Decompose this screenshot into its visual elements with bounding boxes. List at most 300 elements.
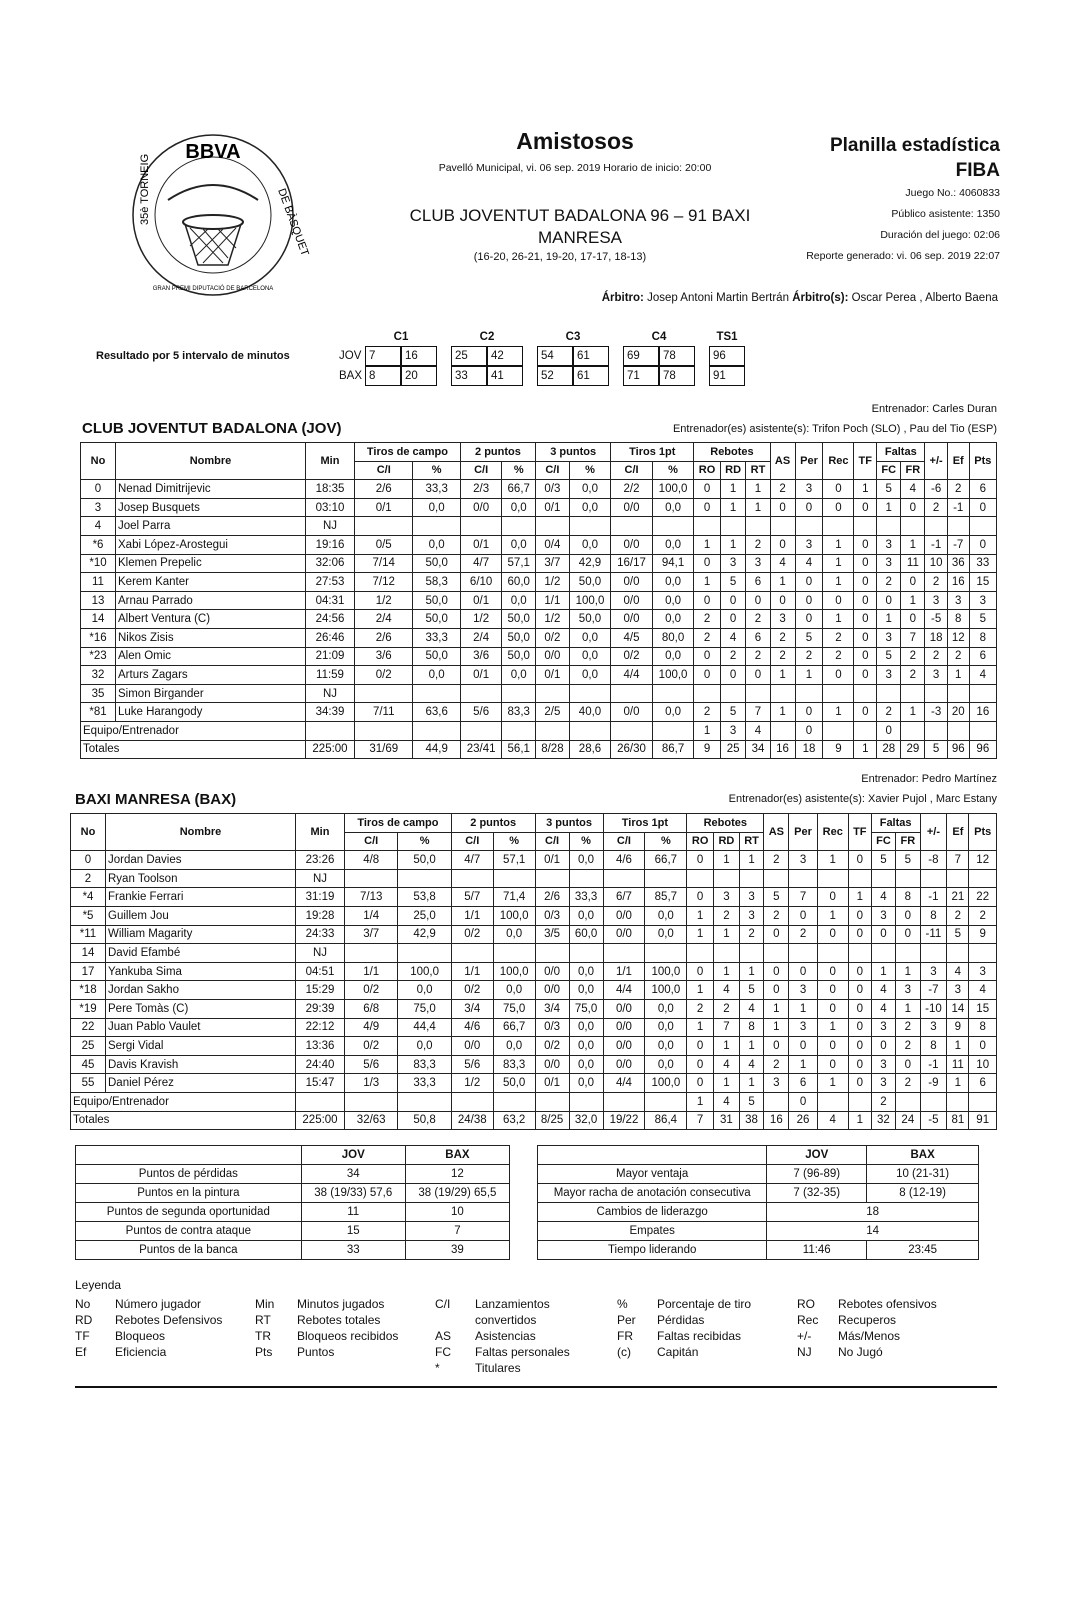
empty-cell xyxy=(502,721,536,740)
stat-per: 7 xyxy=(789,888,817,907)
stat-p2-pct: 0,0 xyxy=(493,1037,535,1056)
legend-key: FC xyxy=(435,1345,451,1359)
player-number: 17 xyxy=(71,962,106,981)
legend-key: Min xyxy=(255,1297,275,1311)
stat-fc xyxy=(877,684,901,703)
stat-ro: 1 xyxy=(687,981,714,1000)
total-fc: 28 xyxy=(877,740,901,759)
stat-rec: 1 xyxy=(817,906,848,925)
stat-tf xyxy=(848,944,871,963)
stat-fc: 5 xyxy=(871,851,895,870)
totals-row xyxy=(81,740,997,759)
stat-per xyxy=(795,517,823,536)
flow-summary-label: Empates xyxy=(538,1222,767,1241)
stat-rt: 8 xyxy=(739,1018,763,1037)
stat-plus-minus: -11 xyxy=(920,925,947,944)
stat-ro: 2 xyxy=(687,999,714,1018)
stat-pts: 5 xyxy=(969,610,996,629)
team-points-summary xyxy=(75,1145,510,1260)
stat-ro: 2 xyxy=(694,610,720,629)
stat-rec: 2 xyxy=(823,628,854,647)
stat-per: 3 xyxy=(795,480,823,499)
empty-cell xyxy=(901,721,925,740)
player-number: *16 xyxy=(81,628,116,647)
stat-rt: 6 xyxy=(746,573,770,592)
player-minutes: 04:31 xyxy=(306,591,355,610)
stat-fg-pct: 100,0 xyxy=(398,962,451,981)
stat-fr: 8 xyxy=(896,888,920,907)
col-no: No xyxy=(81,443,116,480)
stat-ef: 1 xyxy=(947,1074,969,1093)
stat-rd xyxy=(713,944,739,963)
stat-fr xyxy=(901,684,925,703)
stat-plus-minus xyxy=(920,869,947,888)
tournament-logo xyxy=(128,130,311,300)
stat-ft-made: 1/1 xyxy=(603,962,645,981)
player-number: 11 xyxy=(81,573,116,592)
total-fg-pct: 44,9 xyxy=(413,740,460,759)
stat-ft-made: 0/0 xyxy=(611,535,653,554)
header-row xyxy=(81,443,997,462)
stat-tf: 0 xyxy=(848,851,871,870)
stat-ef: 7 xyxy=(947,851,969,870)
stat-ft-pct: 85,7 xyxy=(645,888,687,907)
total-ro: 9 xyxy=(694,740,720,759)
stat-rec: 1 xyxy=(817,851,848,870)
stat-p3-made: 0/0 xyxy=(535,962,569,981)
legend-key: RD xyxy=(75,1313,93,1327)
player-number: *5 xyxy=(71,906,106,925)
stat-p2-pct: 66,7 xyxy=(493,1018,535,1037)
col-pct: % xyxy=(645,832,687,851)
stat-pts: 2 xyxy=(969,906,997,925)
legend-value: convertidos xyxy=(475,1313,537,1327)
stat-p2-made: 2/4 xyxy=(460,628,502,647)
stat-fg-pct: 33,3 xyxy=(413,480,460,499)
stat-ft-made: 0/0 xyxy=(611,591,653,610)
player-minutes: NJ xyxy=(296,869,345,888)
col-pct: % xyxy=(398,832,451,851)
col-fr: FR xyxy=(896,832,920,851)
stat-p2-made xyxy=(451,944,493,963)
referee-label: Árbitro: xyxy=(601,292,644,304)
legend-value: Más/Menos xyxy=(838,1329,901,1343)
player-number: 55 xyxy=(71,1074,106,1093)
stat-p2-pct: 83,3 xyxy=(502,703,536,722)
stat-ft-pct: 0,0 xyxy=(652,647,694,666)
stat-plus-minus: 2 xyxy=(925,647,947,666)
stat-per: 0 xyxy=(795,573,823,592)
stat-fg-pct: 63,6 xyxy=(413,703,460,722)
team2-assistant-coaches: Entrenador(es) asistente(s): Xavier Pujol , Marc Estany xyxy=(728,793,997,805)
player-minutes: 29:39 xyxy=(296,999,345,1018)
player-number: 13 xyxy=(81,591,116,610)
stat-rd: 2 xyxy=(713,999,739,1018)
stat-ro: 1 xyxy=(687,1092,714,1111)
legend-title: Leyenda xyxy=(75,1278,122,1292)
stat-ft-pct: 0,0 xyxy=(652,703,694,722)
stat-p3-pct: 0,0 xyxy=(569,498,611,517)
col-fouls: Faltas xyxy=(877,443,925,462)
stat-rd: 0 xyxy=(720,591,746,610)
total-fc: 32 xyxy=(871,1111,895,1130)
col-3pt: 3 puntos xyxy=(536,443,611,462)
stat-fg-made: 7/13 xyxy=(345,888,398,907)
col-rt: RT xyxy=(739,832,763,851)
stat-plus-minus: -9 xyxy=(920,1074,947,1093)
flow-summary-value-bax: 8 (12-19) xyxy=(867,1184,979,1203)
player-number: *18 xyxy=(71,981,106,1000)
totals-label: Totales xyxy=(71,1111,296,1130)
player-minutes: 18:35 xyxy=(306,480,355,499)
stat-rd: 0 xyxy=(720,666,746,685)
stat-pts: 6 xyxy=(969,647,996,666)
stat-rd: 5 xyxy=(720,703,746,722)
col-pct: % xyxy=(502,461,536,480)
stat-fc xyxy=(871,869,895,888)
stat-ft-pct: 100,0 xyxy=(645,962,687,981)
player-minutes: 15:29 xyxy=(296,981,345,1000)
stat-fc: 0 xyxy=(871,1037,895,1056)
stat-ft-pct: 100,0 xyxy=(652,480,694,499)
stat-ro: 2 xyxy=(694,703,720,722)
stat-p3-made: 0/1 xyxy=(536,498,570,517)
total-p2-pct: 56,1 xyxy=(502,740,536,759)
stat-fg-made xyxy=(355,684,413,703)
stat-fg-pct: 50,0 xyxy=(413,610,460,629)
stat-ft-pct: 80,0 xyxy=(652,628,694,647)
col-rec: Rec xyxy=(823,443,854,480)
points-summary-value-jov: 38 (19/33) 57,6 xyxy=(301,1184,405,1203)
stat-rec: 1 xyxy=(823,554,854,573)
stat-tf: 0 xyxy=(854,535,877,554)
total-rt: 38 xyxy=(739,1111,763,1130)
stat-rt xyxy=(739,869,763,888)
stat-rt: 2 xyxy=(746,647,770,666)
col-pts: Pts xyxy=(969,443,996,480)
col-fc: FC xyxy=(877,461,901,480)
col-no: No xyxy=(71,814,106,851)
total-fg-made: 31/69 xyxy=(355,740,413,759)
stat-p3-pct xyxy=(569,869,603,888)
player-number: *11 xyxy=(71,925,106,944)
stat-ro: 0 xyxy=(687,851,714,870)
stat-fg-pct: 33,3 xyxy=(398,1074,451,1093)
legend-value: Minutos jugados xyxy=(297,1297,385,1311)
stat-ft-pct xyxy=(652,517,694,536)
stat-as: 2 xyxy=(764,906,789,925)
stat-rec: 0 xyxy=(817,1037,848,1056)
stat-fc: 2 xyxy=(877,703,901,722)
sheet-title: Planilla estadística xyxy=(829,135,1000,156)
stat-ro: 0 xyxy=(694,554,720,573)
player-row xyxy=(81,628,997,647)
player-name: Arturs Zagars xyxy=(116,666,306,685)
stat-rt: 1 xyxy=(739,962,763,981)
interval-cell: 71 xyxy=(623,366,659,386)
empty-cell xyxy=(969,1092,997,1111)
stat-p3-made xyxy=(535,944,569,963)
stat-ef: 2 xyxy=(947,647,969,666)
legend-value: Lanzamientos xyxy=(475,1297,550,1311)
stat-fr: 0 xyxy=(896,906,920,925)
stat-ft-made: 0/0 xyxy=(611,610,653,629)
flow-summary-row xyxy=(538,1165,979,1184)
interval-cell: 78 xyxy=(659,366,695,386)
col-fg: Tiros de campo xyxy=(355,443,461,462)
stat-p3-pct: 0,0 xyxy=(569,480,611,499)
player-minutes: NJ xyxy=(306,684,355,703)
legend-key: NJ xyxy=(797,1345,812,1359)
total-ef: 81 xyxy=(947,1111,969,1130)
stat-as xyxy=(764,944,789,963)
stat-fc: 1 xyxy=(877,610,901,629)
stat-fg-made xyxy=(345,944,398,963)
stat-rd: 1 xyxy=(713,925,739,944)
stat-fr: 0 xyxy=(896,925,920,944)
stat-tf: 0 xyxy=(854,610,877,629)
empty-cell xyxy=(770,721,795,740)
stat-ro: 1 xyxy=(687,1018,714,1037)
stat-ef: 3 xyxy=(947,591,969,610)
totals-row xyxy=(71,1111,997,1130)
stat-ft-made: 4/4 xyxy=(611,666,653,685)
svg-text:GRAN PREMI DIPUTACIÓ DE BARCEL: GRAN PREMI DIPUTACIÓ DE BARCELONA xyxy=(152,286,274,292)
total-as: 16 xyxy=(770,740,795,759)
stat-rd: 2 xyxy=(713,906,739,925)
col-pts: Pts xyxy=(969,814,997,851)
stat-fr xyxy=(901,517,925,536)
legend-key: TR xyxy=(255,1329,271,1343)
total-ft-made: 26/30 xyxy=(611,740,653,759)
stat-tf: 0 xyxy=(848,999,871,1018)
stat-ft-pct: 0,0 xyxy=(645,999,687,1018)
player-name: Nikos Zisis xyxy=(116,628,306,647)
stat-fg-made: 3/6 xyxy=(355,647,413,666)
stat-p3-pct: 75,0 xyxy=(569,999,603,1018)
stat-p3-pct: 0,0 xyxy=(569,851,603,870)
player-name: David Efambé xyxy=(106,944,296,963)
game-flow-summary xyxy=(537,1145,979,1260)
totals-minutes: 225:00 xyxy=(306,740,355,759)
stat-fr: 5 xyxy=(896,851,920,870)
summary-blank-header xyxy=(76,1146,302,1165)
stat-fc: 4 xyxy=(871,981,895,1000)
legend-key: Ef xyxy=(75,1345,87,1359)
stat-plus-minus xyxy=(920,944,947,963)
legend-key: * xyxy=(435,1361,440,1375)
player-row xyxy=(81,480,997,499)
stat-tf: 0 xyxy=(854,647,877,666)
stat-ro: 0 xyxy=(687,962,714,981)
stat-fg-pct: 0,0 xyxy=(398,981,451,1000)
total-per: 18 xyxy=(795,740,823,759)
player-name: Nenad Dimitrijevic xyxy=(116,480,306,499)
points-summary-value-bax: 12 xyxy=(405,1165,509,1184)
col-fg: Tiros de campo xyxy=(345,814,452,833)
stat-p2-made xyxy=(460,684,502,703)
player-minutes: 22:12 xyxy=(296,1018,345,1037)
stat-ef: 21 xyxy=(947,888,969,907)
stat-p3-made: 1/2 xyxy=(536,573,570,592)
legend-value: Porcentaje de tiro xyxy=(657,1297,752,1311)
legend-value: Capitán xyxy=(657,1345,699,1359)
total-plus-minus: -5 xyxy=(920,1111,947,1130)
player-name: Luke Harangody xyxy=(116,703,306,722)
svg-text:DE BÀSQUET: DE BÀSQUET xyxy=(275,186,311,258)
stat-rec: 0 xyxy=(823,666,854,685)
player-number: *81 xyxy=(81,703,116,722)
stat-tf: 0 xyxy=(848,981,871,1000)
stat-ft-pct: 66,7 xyxy=(645,851,687,870)
stat-ft-made xyxy=(603,944,645,963)
bottom-divider xyxy=(75,1386,997,1388)
legend-key: FR xyxy=(617,1329,633,1343)
stat-as xyxy=(770,517,795,536)
stat-ef: 12 xyxy=(947,628,969,647)
player-name: Albert Ventura (C) xyxy=(116,610,306,629)
total-as: 16 xyxy=(764,1111,789,1130)
stat-rec: 0 xyxy=(817,888,848,907)
header-row xyxy=(71,814,997,833)
stat-per: 3 xyxy=(789,1018,817,1037)
player-minutes: 24:56 xyxy=(306,610,355,629)
stat-p2-pct: 100,0 xyxy=(493,906,535,925)
player-minutes: 15:47 xyxy=(296,1074,345,1093)
stat-p3-pct: 0,0 xyxy=(569,628,611,647)
interval-cell: 78 xyxy=(659,346,695,366)
stat-plus-minus: 8 xyxy=(920,1037,947,1056)
stat-ft-made: 4/5 xyxy=(611,628,653,647)
player-row xyxy=(81,535,997,554)
stat-p2-made: 4/7 xyxy=(460,554,502,573)
stat-rt: 1 xyxy=(739,1037,763,1056)
interval-header: TS1 xyxy=(716,331,738,343)
player-row xyxy=(71,906,997,925)
stat-rec: 0 xyxy=(823,498,854,517)
stat-per: 0 xyxy=(795,721,823,740)
stat-p3-pct: 42,9 xyxy=(569,554,611,573)
stat-ft-pct: 0,0 xyxy=(645,1018,687,1037)
player-minutes: 04:51 xyxy=(296,962,345,981)
stat-tf: 0 xyxy=(848,906,871,925)
stat-pts: 9 xyxy=(969,925,997,944)
legend-value: Rebotes totales xyxy=(297,1313,381,1327)
stat-rt: 3 xyxy=(746,554,770,573)
stat-per: 0 xyxy=(789,962,817,981)
player-minutes: 13:36 xyxy=(296,1037,345,1056)
col-tf: TF xyxy=(854,443,877,480)
stat-rec xyxy=(823,684,854,703)
total-p3-pct: 28,6 xyxy=(569,740,611,759)
player-name: Pere Tomàs (C) xyxy=(106,999,296,1018)
stat-fc: 3 xyxy=(877,666,901,685)
total-p3-made: 8/25 xyxy=(535,1111,569,1130)
stat-p2-made: 3/6 xyxy=(460,647,502,666)
stat-plus-minus: -1 xyxy=(920,1055,947,1074)
stat-p3-made: 0/3 xyxy=(535,1018,569,1037)
stat-tf: 0 xyxy=(854,628,877,647)
stat-p2-pct: 57,1 xyxy=(502,554,536,573)
col-ci: C/I xyxy=(451,832,493,851)
stat-rt: 7 xyxy=(746,703,770,722)
stat-rd: 3 xyxy=(720,721,746,740)
stat-fg-pct: 50,0 xyxy=(413,554,460,573)
stat-p3-pct xyxy=(569,517,611,536)
fiba-label: FIBA xyxy=(955,160,1000,181)
stat-rd: 1 xyxy=(713,1037,739,1056)
interval-team: BAX xyxy=(339,370,363,382)
empty-cell xyxy=(896,1092,920,1111)
stat-fr: 0 xyxy=(901,573,925,592)
legend-key: No xyxy=(75,1297,91,1311)
stat-fg-pct: 58,3 xyxy=(413,573,460,592)
col-pct: % xyxy=(569,461,611,480)
assistant-referee-label: Árbitro(s): xyxy=(792,292,849,304)
stat-rd xyxy=(713,869,739,888)
player-name: Simon Birgander xyxy=(116,684,306,703)
stat-per: 1 xyxy=(789,1055,817,1074)
stat-ft-made: 0/2 xyxy=(611,647,653,666)
stat-pts xyxy=(969,869,997,888)
stat-p3-made: 0/0 xyxy=(536,647,570,666)
stat-fr: 1 xyxy=(896,999,920,1018)
stat-fc: 5 xyxy=(877,480,901,499)
player-row xyxy=(71,999,997,1018)
stat-pts xyxy=(969,944,997,963)
stat-fr: 2 xyxy=(896,1037,920,1056)
empty-cell xyxy=(823,721,854,740)
stat-plus-minus: -6 xyxy=(925,480,947,499)
stat-p2-made: 0/1 xyxy=(460,535,502,554)
stat-ro: 0 xyxy=(694,498,720,517)
legend-value: No Jugó xyxy=(838,1345,883,1359)
stat-p2-made: 1/2 xyxy=(451,1074,493,1093)
stat-ro: 0 xyxy=(694,666,720,685)
stat-ef: 16 xyxy=(947,573,969,592)
stat-rd: 1 xyxy=(713,962,739,981)
stat-p3-pct: 0,0 xyxy=(569,1055,603,1074)
player-name: Klemen Prepelic xyxy=(116,554,306,573)
empty-cell xyxy=(764,1092,789,1111)
player-number: *4 xyxy=(71,888,106,907)
stat-p3-made: 1/2 xyxy=(536,610,570,629)
stat-rec: 1 xyxy=(823,573,854,592)
stat-fc: 0 xyxy=(877,591,901,610)
stat-rt: 1 xyxy=(746,498,770,517)
stat-ft-made: 4/6 xyxy=(603,851,645,870)
player-row xyxy=(81,498,997,517)
stat-fr: 11 xyxy=(901,554,925,573)
stat-ef xyxy=(947,517,969,536)
stat-rd: 7 xyxy=(713,1018,739,1037)
stat-ro xyxy=(687,944,714,963)
stat-fg-pct: 0,0 xyxy=(413,666,460,685)
stat-fc: 2 xyxy=(877,573,901,592)
player-number: 0 xyxy=(71,851,106,870)
stat-per: 4 xyxy=(795,554,823,573)
team2-name: BAXI MANRESA (BAX) xyxy=(75,791,237,808)
stat-ro: 1 xyxy=(687,906,714,925)
stat-rec: 0 xyxy=(817,1055,848,1074)
total-rec: 9 xyxy=(823,740,854,759)
stat-per: 2 xyxy=(789,925,817,944)
player-minutes: 03:10 xyxy=(306,498,355,517)
stat-as: 1 xyxy=(764,1018,789,1037)
stat-p3-made: 3/5 xyxy=(535,925,569,944)
empty-cell xyxy=(493,1092,535,1111)
interval-team: JOV xyxy=(339,350,362,362)
